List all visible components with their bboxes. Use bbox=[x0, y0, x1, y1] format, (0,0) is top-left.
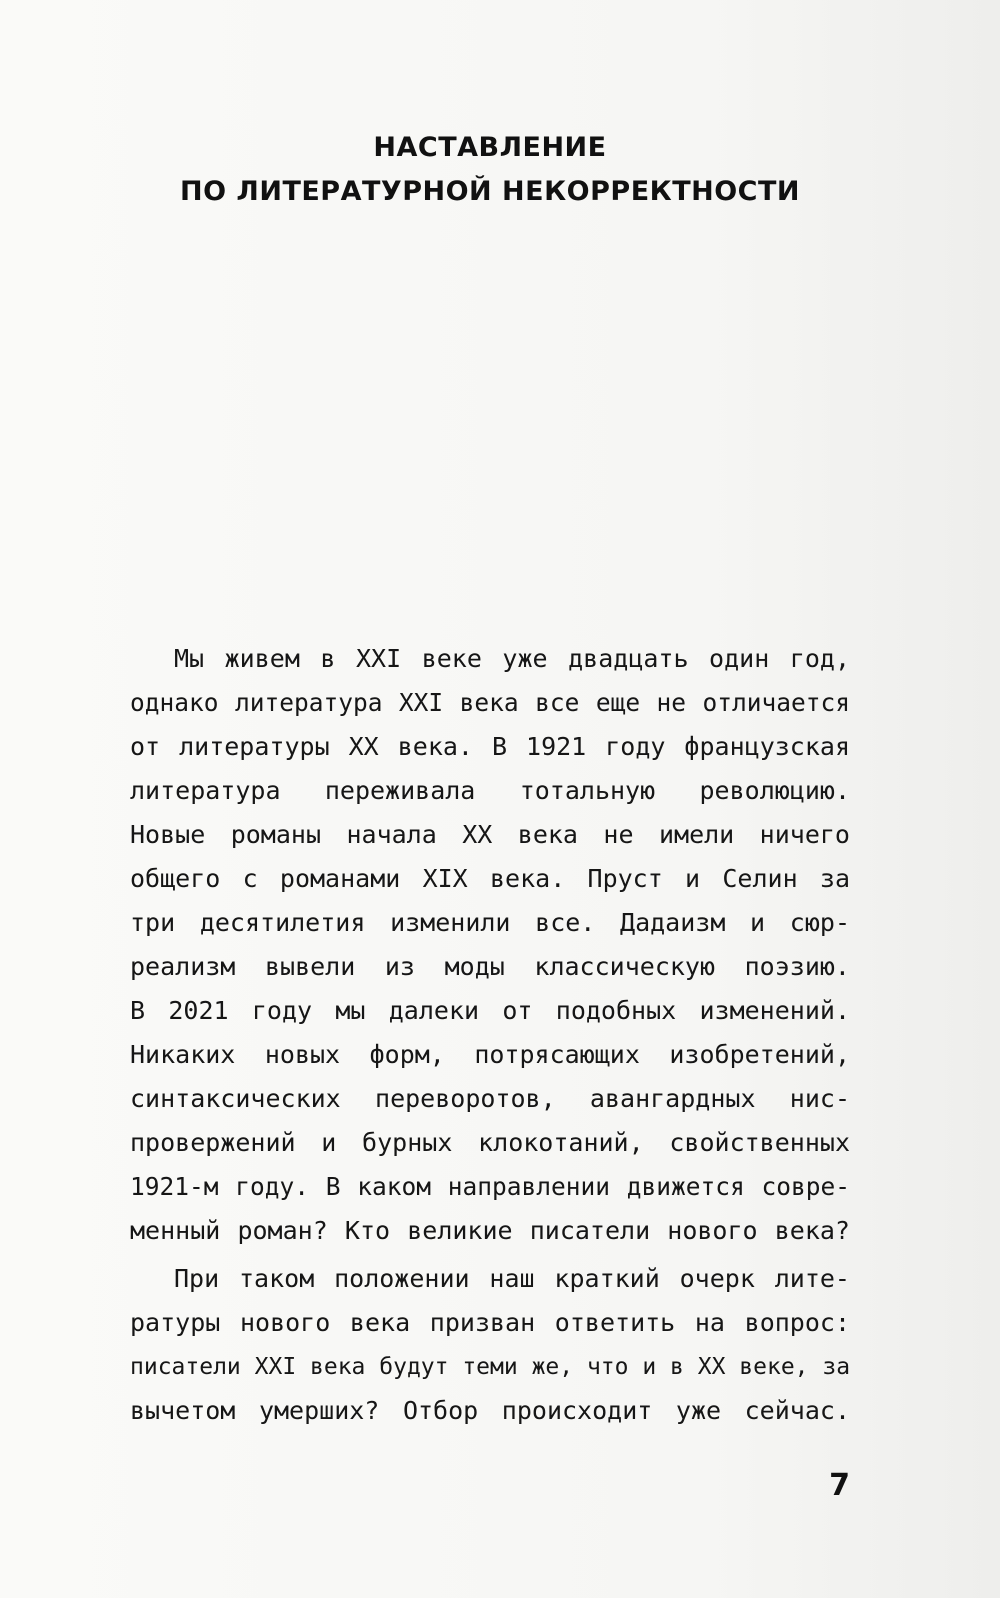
text-line: три десятилетия изменили все. Дадаизм и сюр- bbox=[130, 908, 850, 937]
text-line: провержений и бурных клокотаний, свойственных bbox=[130, 1128, 850, 1157]
text-line: В 2021 году мы далеки от подобных изменений. bbox=[130, 996, 850, 1025]
text-line: менный роман? Кто великие писатели нового века? bbox=[130, 1216, 850, 1245]
text-line: вычетом умерших? Отбор происходит уже сейчас. bbox=[130, 1396, 850, 1425]
text-line: 1921-м году. В каком направлении движется совре- bbox=[130, 1172, 850, 1201]
text-line: ратуры нового века призван ответить на вопрос: bbox=[130, 1308, 850, 1337]
chapter-heading-line-1: НАСТАВЛЕНИЕ bbox=[373, 132, 607, 163]
text-line: При таком положении наш краткий очерк лите- bbox=[174, 1264, 850, 1293]
text-line: реализм вывели из моды классическую поэзию. bbox=[130, 952, 850, 981]
chapter-heading bbox=[130, 126, 850, 214]
paragraph-1 bbox=[130, 637, 850, 1253]
text-line: литература переживала тотальную революцию. bbox=[130, 776, 850, 805]
text-line: Мы живем в XXI веке уже двадцать один год, bbox=[174, 644, 850, 673]
chapter-heading-line-2: ПО ЛИТЕРАТУРНОЙ НЕКОРРЕКТНОСТИ bbox=[179, 176, 801, 207]
text-line: общего с романами XIX века. Пруст и Селин за bbox=[130, 864, 850, 893]
page-number: 7 bbox=[829, 1468, 850, 1503]
text-line: синтаксических переворотов, авангардных нис- bbox=[130, 1084, 850, 1113]
text-line: Никаких новых форм, потрясающих изобретений, bbox=[130, 1040, 850, 1069]
text-line: однако литература XXI века все еще не отличается bbox=[130, 688, 850, 717]
text-line: от литературы XX века. В 1921 году французская bbox=[130, 732, 850, 761]
text-line: Новые романы начала XX века не имели ничего bbox=[130, 820, 850, 849]
text-line: писатели XXI века будут теми же, что и в XX веке, за bbox=[130, 1354, 851, 1380]
body-text bbox=[130, 637, 850, 1433]
paragraph-2 bbox=[130, 1257, 850, 1433]
